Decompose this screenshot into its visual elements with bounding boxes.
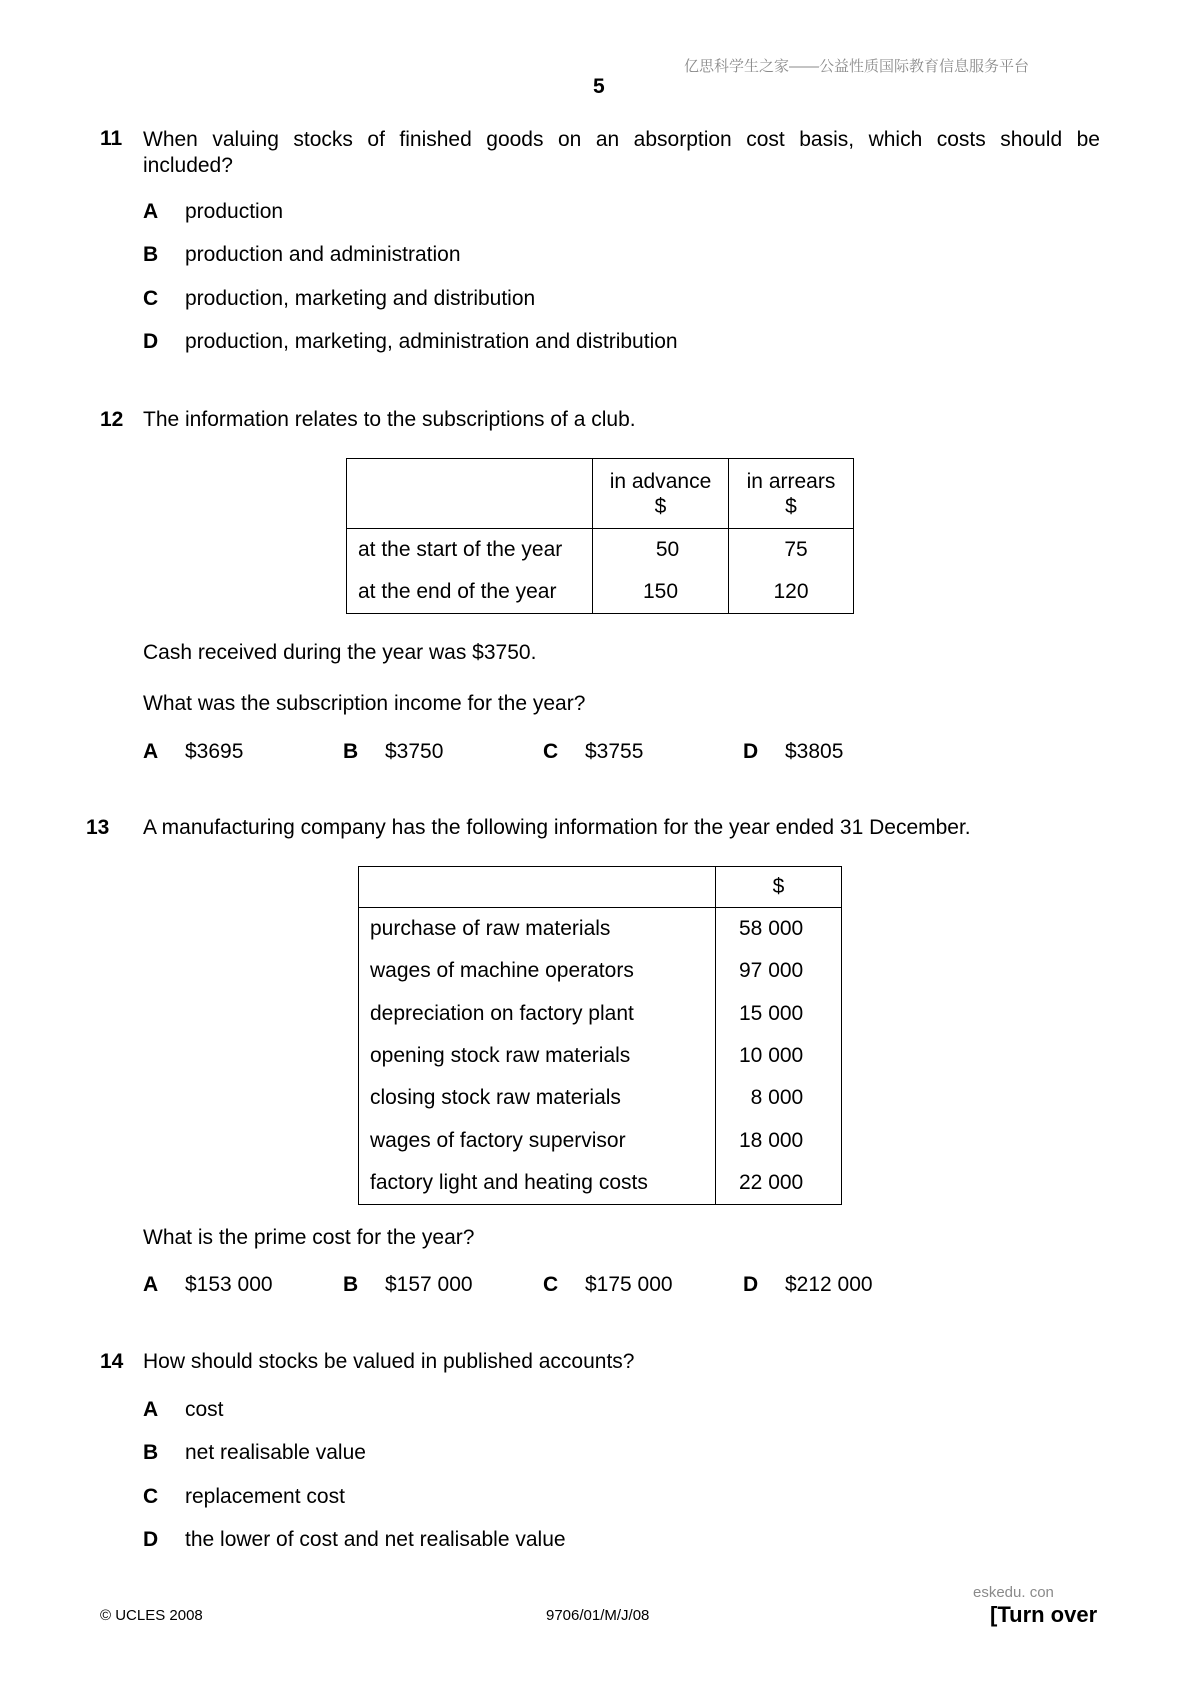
header-unit: $ [654, 495, 667, 518]
row-value: 8 000 [716, 1077, 842, 1119]
header-label: in arrears [746, 470, 836, 493]
option-letter-b: B [343, 740, 359, 763]
row-label: closing stock raw materials [359, 1077, 716, 1119]
option-text-d: the lower of cost and net realisable value [185, 1528, 566, 1551]
question-number: 14 [100, 1350, 124, 1373]
row-label: at the end of the year [347, 571, 593, 614]
row-label: wages of factory supervisor [359, 1119, 716, 1161]
table-row [347, 571, 854, 614]
table-header-dollar: $ [716, 867, 842, 908]
option-text-c: $3755 [585, 740, 644, 763]
row-value: 10 000 [716, 1035, 842, 1077]
paper-code: 9706/01/M/J/08 [546, 1607, 650, 1624]
option-letter-b: B [343, 1273, 359, 1296]
table-header-empty [347, 459, 593, 529]
table-header-in-arrears [729, 459, 854, 529]
question-prompt: What was the subscription income for the year? [143, 692, 586, 715]
turn-over-text: [Turn over [990, 1602, 1098, 1627]
page-number: 5 [593, 75, 605, 98]
option-letter-c: C [143, 1485, 159, 1508]
row-advance: 50 [593, 529, 729, 572]
row-arrears: 75 [729, 529, 854, 572]
table-header-in-advance [593, 459, 729, 529]
option-letter-d: D [143, 330, 159, 353]
table-row [359, 950, 842, 992]
copyright-text: © UCLES 2008 [100, 1607, 203, 1624]
table-row [359, 1035, 842, 1077]
table-row [359, 1119, 842, 1161]
row-label: purchase of raw materials [359, 908, 716, 951]
row-label: at the start of the year [347, 529, 593, 572]
question-text: A manufacturing company has the following information for the year ended 31 December. [143, 816, 971, 839]
option-text-c: replacement cost [185, 1485, 345, 1508]
option-text-b: $157 000 [385, 1273, 473, 1296]
table-header-empty [359, 867, 716, 908]
option-text-d: $3805 [785, 740, 844, 763]
question-text: The information relates to the subscriptions of a club. [143, 408, 636, 431]
option-letter-b: B [143, 1441, 159, 1464]
row-value: 58 000 [716, 908, 842, 951]
subscriptions-table [346, 458, 854, 614]
option-text-c: production, marketing and distribution [185, 287, 536, 310]
question-number: 13 [86, 816, 110, 839]
option-text-a: $3695 [185, 740, 244, 763]
table-header-row [359, 867, 842, 908]
option-letter-d: D [743, 740, 759, 763]
table-row [359, 1077, 842, 1119]
option-text-b: production and administration [185, 243, 461, 266]
question-text: How should stocks be valued in published accounts? [143, 1350, 635, 1373]
table-row [359, 1162, 842, 1205]
option-text-a: $153 000 [185, 1273, 273, 1296]
row-label: wages of machine operators [359, 950, 716, 992]
option-letter-b: B [143, 243, 159, 266]
row-value: 18 000 [716, 1119, 842, 1161]
option-text-b: net realisable value [185, 1441, 366, 1464]
row-advance: 150 [593, 571, 729, 614]
option-letter-a: A [143, 1273, 159, 1296]
question-prompt: What is the prime cost for the year? [143, 1226, 475, 1249]
row-label: opening stock raw materials [359, 1035, 716, 1077]
question-number: 11 [100, 127, 123, 150]
option-text-b: $3750 [385, 740, 444, 763]
manufacturing-table [358, 866, 842, 1205]
question-text-line2: included? [143, 154, 233, 177]
watermark-text: 亿思科学生之家——公益性质国际教育信息服务平台 [684, 58, 1030, 75]
row-label: factory light and heating costs [359, 1162, 716, 1205]
cash-received-text: Cash received during the year was $3750. [143, 641, 537, 664]
question-number: 12 [100, 408, 124, 431]
option-letter-d: D [743, 1273, 759, 1296]
question-text-line1: When valuing stocks of finished goods on an absorption cost basis, which costs should be [143, 128, 1100, 151]
header-unit: $ [785, 495, 797, 518]
row-value: 22 000 [716, 1162, 842, 1205]
table-row [347, 529, 854, 572]
option-text-d: production, marketing, administration and distribution [185, 330, 678, 353]
option-letter-c: C [143, 287, 159, 310]
row-label: depreciation on factory plant [359, 993, 716, 1035]
option-text-a: production [185, 200, 284, 223]
option-letter-a: A [143, 1398, 159, 1421]
header-label: in advance [609, 470, 712, 493]
option-letter-d: D [143, 1528, 159, 1551]
row-value: 97 000 [716, 950, 842, 992]
option-text-a: cost [185, 1398, 224, 1421]
option-letter-a: A [143, 200, 159, 223]
option-text-c: $175 000 [585, 1273, 673, 1296]
row-arrears: 120 [729, 571, 854, 614]
table-row [359, 993, 842, 1035]
option-letter-a: A [143, 740, 159, 763]
site-watermark: eskedu. con [973, 1584, 1054, 1601]
option-letter-c: C [543, 1273, 559, 1296]
option-text-d: $212 000 [785, 1273, 873, 1296]
row-value: 15 000 [716, 993, 842, 1035]
table-header-row [347, 459, 854, 529]
option-letter-c: C [543, 740, 559, 763]
table-row [359, 908, 842, 951]
